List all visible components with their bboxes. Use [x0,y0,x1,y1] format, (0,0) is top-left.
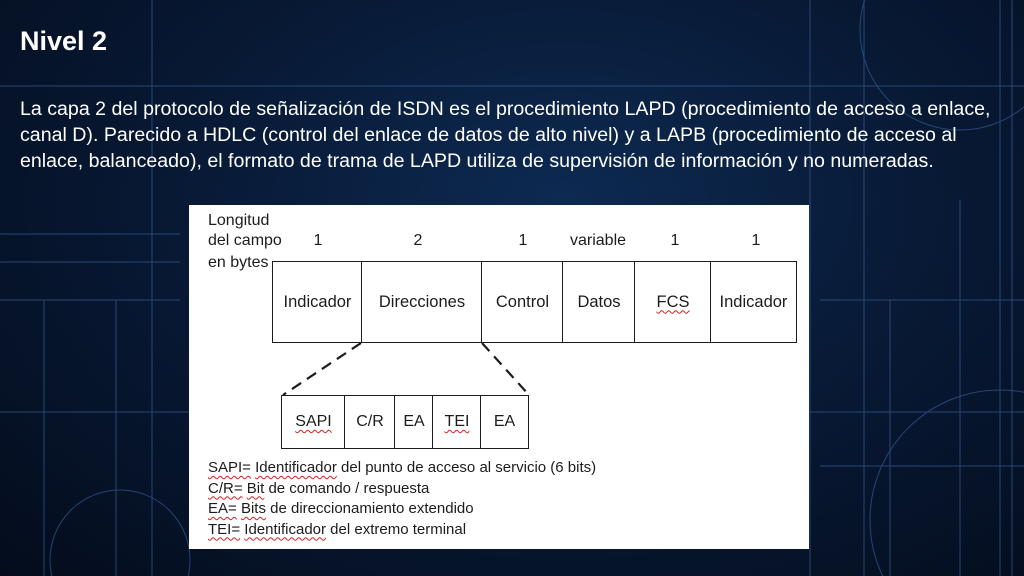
subfield-name: C/R [356,413,384,430]
row-label-line-3: en bytes [208,254,269,271]
field-direcciones [361,261,483,343]
field-name: Indicador [283,292,352,311]
subfield-ea [394,395,434,449]
diagram-legend [208,458,596,540]
legend-word: Bits [240,500,266,517]
field-size: variable [569,232,627,249]
field-name: Indicador [719,292,788,311]
field-size: 1 [518,232,528,249]
legend-text: del extremo terminal [326,520,467,538]
field-name: Datos [577,292,621,311]
legend-item [208,499,596,520]
row-label-line-1: Longitud [208,212,270,229]
legend-word: Bit [246,479,265,497]
subfield-name: SAPI [295,413,332,430]
legend-text: de comando / respuesta [264,479,430,497]
legend-word: Identificador [255,459,337,476]
field-control [481,261,564,343]
field-indicador-start [272,261,363,343]
legend-abbr: EA= [208,500,237,517]
field-name: FCS [656,292,690,311]
field-datos [562,261,636,343]
subfield-sapi [281,395,346,449]
row-label-line-2: del campo [208,232,282,249]
subfield-ea-2 [480,395,529,449]
field-name: Control [495,292,550,311]
legend-abbr: TEI= [208,520,241,538]
field-size: 1 [670,232,680,249]
legend-text: del punto de acceso al servicio (6 bits) [336,459,597,476]
slide-paragraph: La capa 2 del protocolo de señalización de ISDN es el procedimiento LAPD (procedimiento de acceso a enlace, canal D). Parecido a HDLC (control del enlace de datos de alto nivel) y a LAPB (procedimiento de acceso al enlace, balanceado), el formato de trama de LAPD utiliza de supervisión de información y no numeradas. [20,98,991,172]
lapd-frame-diagram [189,205,809,549]
legend-abbr: C/R= [208,479,243,497]
subfield-name: EA [403,413,425,430]
subfield-tei [432,395,482,449]
legend-word: Identificador [244,520,326,538]
legend-item [208,479,596,500]
legend-text: de direccionamiento extendido [265,500,474,517]
legend-item [208,520,596,541]
legend-item [208,458,596,479]
field-size: 2 [413,232,423,249]
subfield-name: EA [493,413,516,430]
field-size: 1 [313,232,323,249]
slide-title: Nivel 2 [20,26,108,56]
field-fcs [634,261,712,343]
subfield-name: TEI [444,413,470,430]
legend-abbr: SAPI= [208,459,251,476]
field-size: 1 [751,232,761,249]
field-indicador-end [710,261,797,343]
field-name: Direcciones [378,292,466,311]
subfield-cr [344,395,396,449]
